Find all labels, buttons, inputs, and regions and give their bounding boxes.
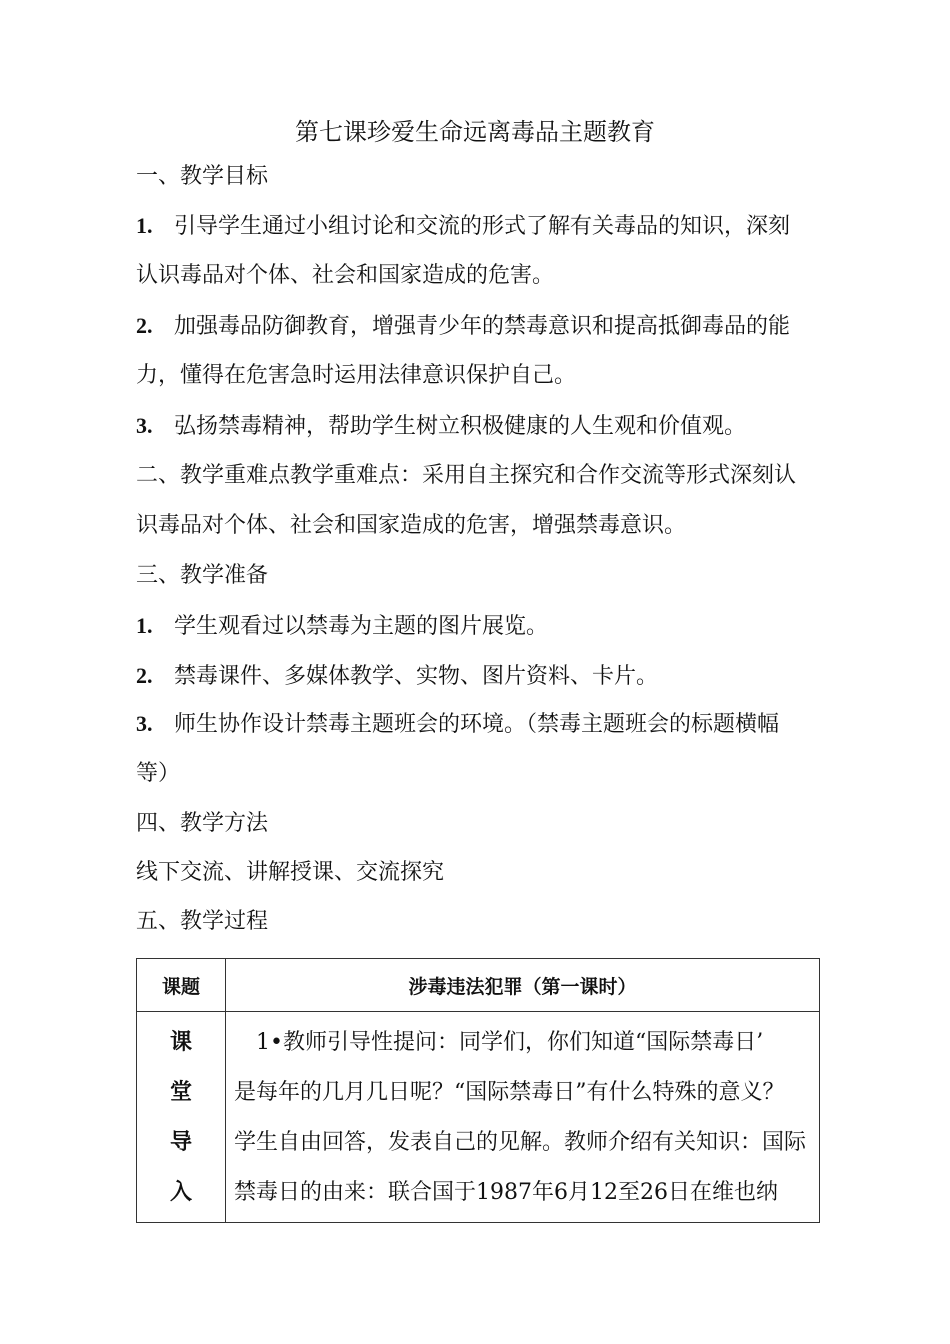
section-heading-methods: 四、教学方法 <box>136 811 269 836</box>
header-topic-label: 课题 <box>137 959 226 1012</box>
preparation-1 <box>136 606 816 647</box>
content-line: 学生自由回答，发表自己的见解。教师介绍有关知识：国际 <box>234 1130 807 1155</box>
content-line: 是每年的几月几日呢？“国际禁毒日”有什么特殊的意义？ <box>234 1080 785 1105</box>
stage-label-char: 导 <box>169 1130 192 1155</box>
table-header-row <box>137 959 820 1012</box>
objective-1-line-2: 认识毒品对个体、社会和国家造成的危害。 <box>136 263 555 288</box>
table-row <box>137 1012 820 1223</box>
key-points-line-2: 识毒品对个体、社会和国家造成的危害，增强禁毒意识。 <box>136 513 687 538</box>
content-line: 禁毒日的由来：联合国于1987年6月12至26日在维也纳 <box>234 1180 778 1205</box>
objective-2-line-2: 力，懂得在危害急时运用法律意识保护自己。 <box>136 363 577 388</box>
stage-label-cell <box>137 1012 226 1223</box>
section-heading-preparation: 三、教学准备 <box>136 563 269 588</box>
preparation-2-number: 2. <box>136 663 153 688</box>
preparation-3-text: 师生协作设计禁毒主题班会的环境。（禁毒主题班会的标题横幅 <box>174 712 780 737</box>
preparation-3-number: 3. <box>136 711 153 736</box>
content-line: 1•教师引导性提问：同学们，你们知道“国际禁毒日’ <box>234 1030 764 1055</box>
stage-label-char: 课 <box>169 1030 192 1055</box>
stage-label-char: 堂 <box>169 1080 192 1105</box>
section-heading-objectives: 一、教学目标 <box>136 164 269 189</box>
preparation-1-text: 学生观看过以禁毒为主题的图片展览。 <box>174 614 549 639</box>
objective-2-text: 加强毒品防御教育，增强青少年的禁毒意识和提高抵御毒品的能 <box>174 314 791 339</box>
objective-3-line-1 <box>136 406 816 447</box>
objective-3-text: 弘扬禁毒精神，帮助学生树立积极健康的人生观和价值观。 <box>174 414 747 439</box>
section-heading-process: 五、教学过程 <box>136 909 269 934</box>
objective-1-number: 1. <box>136 213 153 238</box>
preparation-1-number: 1. <box>136 613 153 638</box>
preparation-3-line-2: 等） <box>136 761 181 786</box>
stage-label-char: 入 <box>169 1180 192 1205</box>
header-topic-value: 涉毒违法犯罪（第一课时） <box>226 959 820 1012</box>
preparation-2-text: 禁毒课件、多媒体教学、实物、图片资料、卡片。 <box>174 664 659 689</box>
objective-3-number: 3. <box>136 413 153 438</box>
objective-1-line-1 <box>136 206 816 247</box>
preparation-3-line-1 <box>136 704 816 745</box>
preparation-2 <box>136 656 816 697</box>
objective-2-line-1 <box>136 306 816 347</box>
methods-text: 线下交流、讲解授课、交流探究 <box>136 860 445 885</box>
objective-2-number: 2. <box>136 313 153 338</box>
lesson-process-table <box>136 958 820 1223</box>
key-points-line-1: 二、教学重难点教学重难点：采用自主探究和合作交流等形式深刻认 <box>136 463 797 488</box>
objective-1-text: 引导学生通过小组讨论和交流的形式了解有关毒品的知识，深刻 <box>174 214 791 239</box>
stage-content-cell <box>226 1012 820 1223</box>
document-title: 第七课珍爱生命远离毒品主题教育 <box>295 118 655 146</box>
